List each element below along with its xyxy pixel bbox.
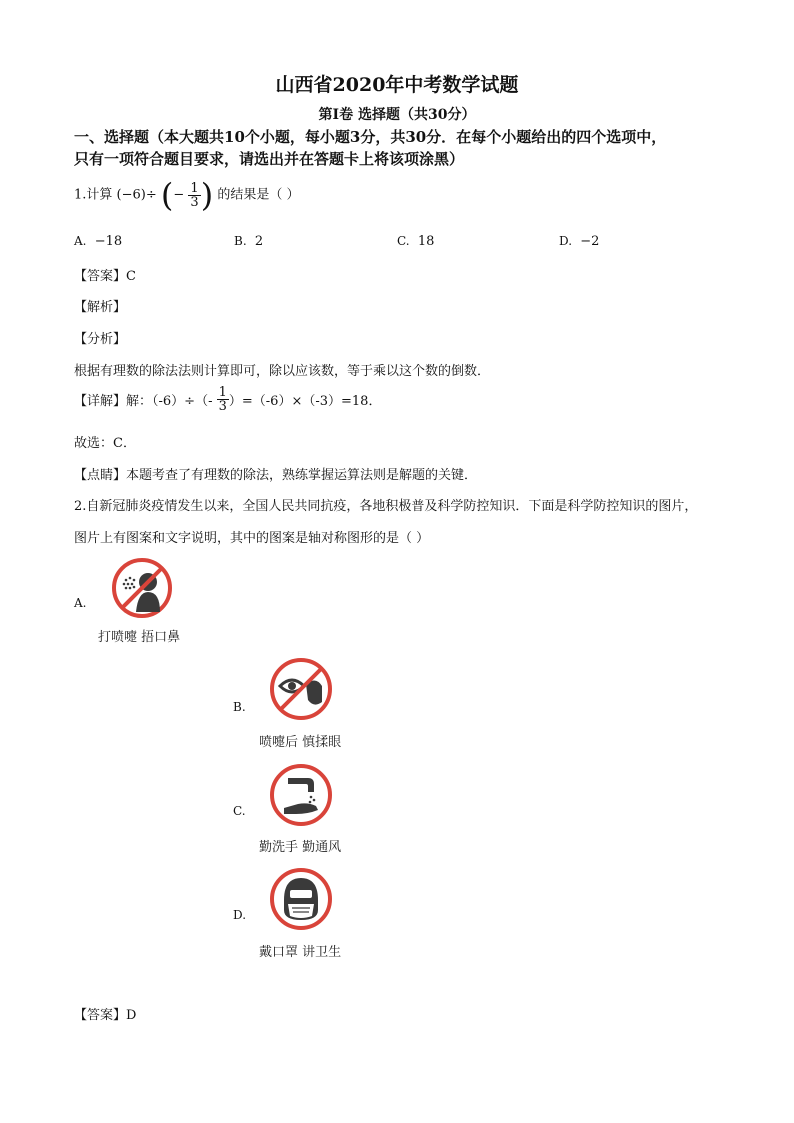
section-instructions-line1: 一、选择题（本大题共10个小题，每小题3分，共30分．在每个小题给出的四个选项中， [74, 128, 667, 146]
q1-option-b [234, 234, 263, 249]
q1-option-d-label: D. [559, 234, 573, 248]
eye-rub-icon [268, 656, 334, 722]
q1-detail-tag: 【详解】 [74, 394, 127, 409]
q1-analysis: 根据有理数的除法法则计算即可，除以应该数，等于乘以这个数的倒数． [74, 364, 491, 379]
q1-minus: − [173, 187, 185, 203]
q2-option-a-caption: 打喷嚏 捂口鼻 [98, 630, 181, 645]
q2-option-a-label: A. [74, 596, 87, 610]
q1-option-c-value: 18 [417, 234, 435, 249]
q2-answer-tag: 【答案】 [74, 1008, 127, 1023]
q1-jiexi-tag: 【解析】 [74, 300, 127, 315]
q1-option-a-label: A. [74, 234, 87, 248]
sneeze-icon [110, 556, 174, 620]
q2-option-b-caption: 喷嚏后 慎揉眼 [259, 735, 342, 750]
q2-option-d-caption: 戴口罩 讲卫生 [259, 945, 342, 960]
q1-option-c-label: C. [397, 234, 410, 248]
q1-choose: 故选：C． [74, 436, 136, 451]
q1-detail-a: 解：（-6）÷（- [126, 394, 213, 409]
q1-detail-b: ）=（-6）×（-3）=18． [228, 394, 382, 409]
page-title: 山西省2020年中考数学试题 [275, 74, 519, 96]
q1-suffix: 的结果是（ ） [217, 187, 300, 203]
q1-left-paren: ( [160, 176, 174, 214]
q1-option-a-value: −18 [94, 234, 123, 249]
q1-option-d-value: −2 [580, 234, 600, 249]
q2-option-b-label: B. [233, 700, 246, 714]
q1-detail-fraction [217, 386, 229, 413]
q2-stem-line1: 2.自新冠肺炎疫情发生以来，全国人民共同抗疫，各地积极普及科学防控知识．下面是科学防控知识的图片， [74, 499, 698, 514]
q1-answer-value: C [126, 269, 136, 284]
q2-option-d-label: D. [233, 908, 247, 922]
q2-option-c-label: C. [233, 804, 246, 818]
q1-fenxi-tag: 【分析】 [74, 332, 127, 347]
q1-answer [74, 265, 136, 284]
q2-answer [74, 1004, 136, 1023]
q2-option-c-caption: 勤洗手 勤通风 [259, 840, 342, 855]
mask-icon [268, 866, 334, 932]
q1-detail [74, 386, 381, 413]
q1-detail-fraction-num: 1 [218, 385, 227, 400]
q1-prefix: 1.计算 [74, 187, 113, 203]
q2-answer-value: D [126, 1008, 137, 1023]
q1-fraction [188, 182, 200, 209]
q1-option-c [397, 234, 434, 249]
section-subtitle: 第Ⅰ卷 选择题（共30分） [318, 107, 476, 123]
q1-right-paren: ) [200, 176, 214, 214]
q1-dianjing-tag: 【点睛】 [74, 468, 127, 483]
q1-dianjing-text: 本题考查了有理数的除法，熟练掌握运算法则是解题的关键． [126, 468, 478, 483]
q1-expr-a: (−6)÷ [116, 187, 157, 203]
q1-option-b-label: B. [234, 234, 247, 248]
section-instructions [74, 126, 666, 170]
q2-stem-line2: 图片上有图案和文字说明，其中的图案是轴对称图形的是（ ） [74, 531, 430, 546]
section-instructions-line2: 只有一项符合题目要求，请选出并在答题卡上将该项涂黑） [74, 150, 465, 168]
q1-detail-fraction-den: 3 [218, 399, 227, 414]
question-1 [74, 176, 299, 214]
q1-fraction-num: 1 [190, 180, 199, 196]
q1-option-a [74, 234, 122, 249]
handwash-icon [268, 762, 334, 828]
q1-answer-tag: 【答案】 [74, 269, 127, 284]
q1-option-d [559, 234, 599, 249]
q1-fraction-den: 3 [190, 194, 199, 210]
q1-option-b-value: 2 [254, 234, 264, 249]
q1-dianjing [74, 464, 477, 483]
